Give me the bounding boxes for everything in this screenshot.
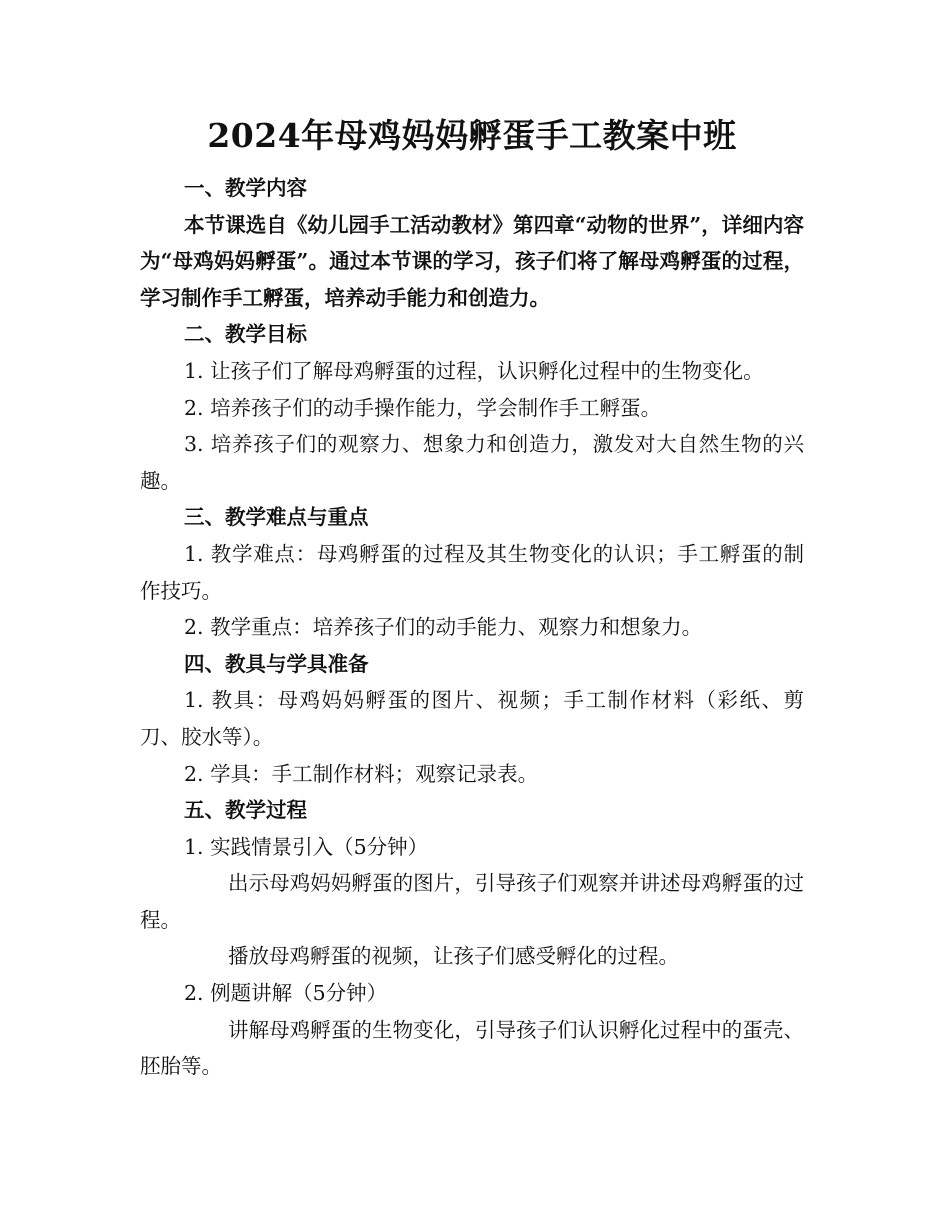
process-step-1-detail-1: 出示母鸡妈妈孵蛋的图片，引导孩子们观察并讲述母鸡孵蛋的过程。	[140, 871, 804, 932]
difficulty-item-1: 1. 教学难点：母鸡孵蛋的过程及其生物变化的认识；手工孵蛋的制作技巧。	[140, 541, 804, 603]
section-heading-materials: 四、教具与学具准备	[184, 651, 369, 676]
document-page	[140, 112, 804, 1085]
materials-item-1: 1. 教具：母鸡妈妈孵蛋的图片、视频；手工制作材料（彩纸、剪刀、胶水等）。	[140, 688, 804, 749]
document-title: 2024年母鸡妈妈孵蛋手工教案中班	[207, 116, 737, 155]
content-paragraph: 本节课选自《幼儿园手工活动教材》第四章“动物的世界”，详细内容为“母鸡妈妈孵蛋”。通过本节课的学习，孩子们将了解母鸡孵蛋的过程，学习制作手工孵蛋，培养动手能力和创造力。	[140, 212, 804, 310]
section-heading-objectives: 二、教学目标	[184, 322, 307, 347]
section-heading-content: 一、教学内容	[184, 176, 307, 200]
difficulty-item-2: 2. 教学重点：培养孩子们的动手能力、观察力和想象力。	[184, 615, 703, 640]
process-step-1: 1. 实践情景引入（5分钟）	[184, 834, 429, 859]
section-heading-process: 五、教学过程	[184, 798, 307, 823]
process-step-2: 2. 例题讲解（5分钟）	[184, 981, 388, 1006]
materials-item-2: 2. 学具：手工制作材料；观察记录表。	[184, 761, 539, 786]
objective-item-3: 3. 培养孩子们的观察力、想象力和创造力，激发对大自然生物的兴趣。	[140, 432, 804, 493]
objective-item-2: 2. 培养孩子们的动手操作能力，学会制作手工孵蛋。	[184, 395, 662, 420]
section-heading-difficulties: 三、教学难点与重点	[184, 505, 369, 530]
objective-item-1: 1. 让孩子们了解母鸡孵蛋的过程，认识孵化过程中的生物变化。	[184, 358, 764, 383]
process-step-2-detail-1: 讲解母鸡孵蛋的生物变化，引导孩子们认识孵化过程中的蛋壳、胚胎等。	[140, 1017, 804, 1079]
process-step-1-detail-2: 播放母鸡孵蛋的视频，让孩子们感受孵化的过程。	[228, 944, 679, 969]
